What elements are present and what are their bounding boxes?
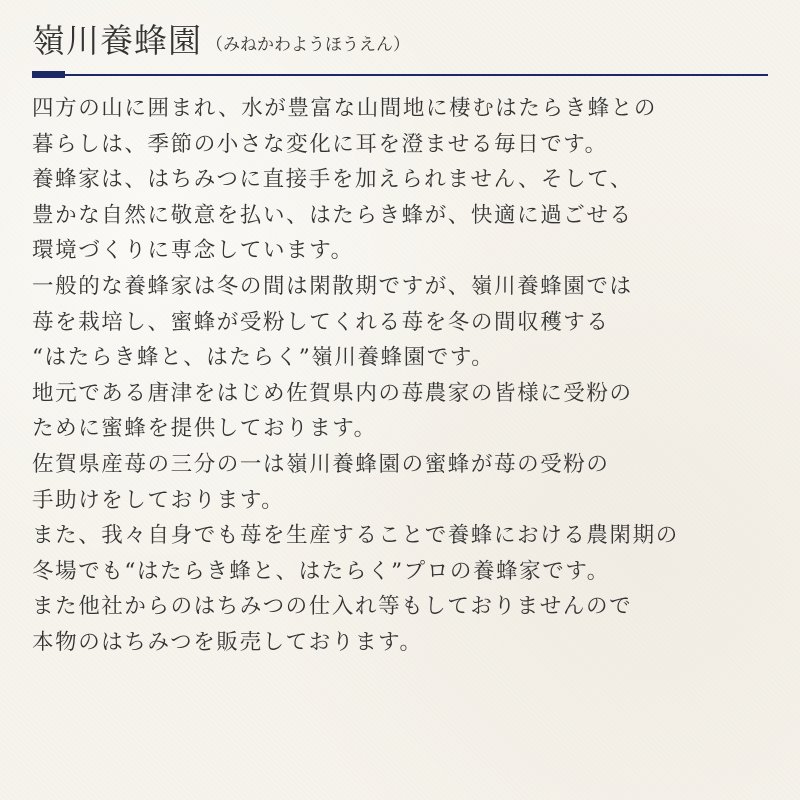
text-line: 養蜂家は、はちみつに直接手を加えられません、そして、 <box>32 167 634 193</box>
text-line: 手助けをしております。 <box>32 487 285 513</box>
text-line: 冬場でも“はたらき蜂と、はたらく”プロの養蜂家です。 <box>32 558 610 584</box>
text-line: 環境づくりに専念しています。 <box>32 238 354 264</box>
text-line: また、我々自身でも苺を生産することで養蜂における農閑期の <box>32 523 679 549</box>
title-reading: （みねかわようほうえん） <box>206 35 410 55</box>
page-title <box>32 18 410 68</box>
text-line: 苺を栽培し、蜜蜂が受粉してくれる苺を冬の間収穫する <box>32 309 610 335</box>
body-text <box>32 91 777 661</box>
text-line: また他社からのはちみつの仕入れ等もしておりませんので <box>32 594 633 620</box>
text-line: “はたらき蜂と、はたらく”嶺川養蜂園です。 <box>32 345 495 371</box>
text-line: 地元である唐津をはじめ佐賀県内の苺農家の皆様に受粉の <box>32 380 633 406</box>
text-line: 暮らしは、季節の小さな変化に耳を澄ませる毎日です。 <box>32 131 608 157</box>
header-divider-accent <box>32 71 65 78</box>
header <box>32 14 768 76</box>
text-line: 一般的な養蜂家は冬の間は閑散期ですが、嶺川養蜂園では <box>32 273 633 299</box>
header-divider <box>32 74 768 76</box>
text-line: 本物のはちみつを販売しております。 <box>32 629 423 655</box>
title-text: 嶺川養蜂園 <box>32 21 202 60</box>
text-line: 四方の山に囲まれ、水が豊富な山間地に棲むはたらき蜂との <box>32 96 657 121</box>
text-line: ために蜜蜂を提供しております。 <box>32 416 377 442</box>
text-line: 豊かな自然に敬意を払い、はたらき蜂が、快適に過ごせる <box>32 202 633 228</box>
text-line: 佐賀県産苺の三分の一は嶺川養蜂園の蜜蜂が苺の受粉の <box>32 451 610 477</box>
